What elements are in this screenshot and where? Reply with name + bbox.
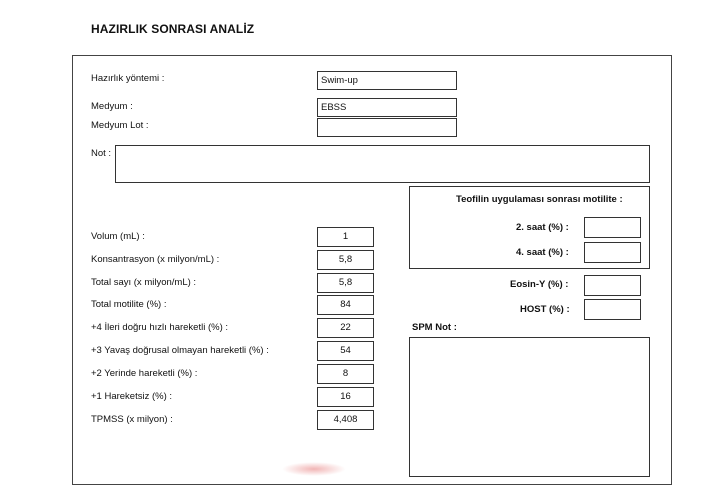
immotile-label: +1 Hareketsiz (%) :: [91, 391, 173, 402]
note-label: Not :: [91, 148, 112, 159]
medium-field[interactable]: EBSS: [317, 98, 457, 117]
total-motility-field[interactable]: 84: [317, 295, 374, 315]
in-place-motile-field[interactable]: 8: [317, 364, 374, 384]
spm-note-label: SPM Not :: [412, 322, 457, 333]
red-stamp-mark: [282, 462, 346, 476]
medium-label: Medyum :: [91, 101, 133, 112]
theophylline-title: Teofilin uygulaması sonrası motilite :: [456, 194, 623, 205]
spm-note-field[interactable]: [409, 337, 650, 477]
volume-label: Volum (mL) :: [91, 231, 145, 242]
medium-lot-field[interactable]: [317, 118, 457, 137]
host-field[interactable]: [584, 299, 641, 320]
volume-field[interactable]: 1: [317, 227, 374, 247]
slow-nonlinear-label: +3 Yavaş doğrusal olmayan hareketli (%) :: [91, 345, 269, 356]
progressive-fast-label: +4 İleri doğru hızlı hareketli (%) :: [91, 322, 229, 333]
hour4-label: 4. saat (%) :: [516, 247, 569, 258]
hour2-field[interactable]: [584, 217, 641, 238]
slow-nonlinear-field[interactable]: 54: [317, 341, 374, 361]
note-field[interactable]: [115, 145, 650, 183]
eosin-field[interactable]: [584, 275, 641, 296]
preparation-method-field[interactable]: Swim-up: [317, 71, 457, 90]
hour2-label: 2. saat (%) :: [516, 222, 569, 233]
eosin-label: Eosin-Y (%) :: [510, 279, 569, 290]
concentration-field[interactable]: 5,8: [317, 250, 374, 270]
tpmss-field[interactable]: 4,408: [317, 410, 374, 430]
tpmss-label: TPMSS (x milyon) :: [91, 414, 173, 425]
immotile-field[interactable]: 16: [317, 387, 374, 407]
in-place-motile-label: +2 Yerinde hareketli (%) :: [91, 368, 198, 379]
hour4-field[interactable]: [584, 242, 641, 263]
progressive-fast-field[interactable]: 22: [317, 318, 374, 338]
medium-lot-label: Medyum Lot :: [91, 120, 149, 131]
preparation-method-label: Hazırlık yöntemi :: [91, 73, 165, 84]
total-motility-label: Total motilite (%) :: [91, 299, 167, 310]
host-label: HOST (%) :: [520, 304, 570, 315]
total-count-label: Total sayı (x milyon/mL) :: [91, 277, 197, 288]
page-title: HAZIRLIK SONRASI ANALİZ: [91, 22, 255, 36]
total-count-field[interactable]: 5,8: [317, 273, 374, 293]
concentration-label: Konsantrasyon (x milyon/mL) :: [91, 254, 220, 265]
